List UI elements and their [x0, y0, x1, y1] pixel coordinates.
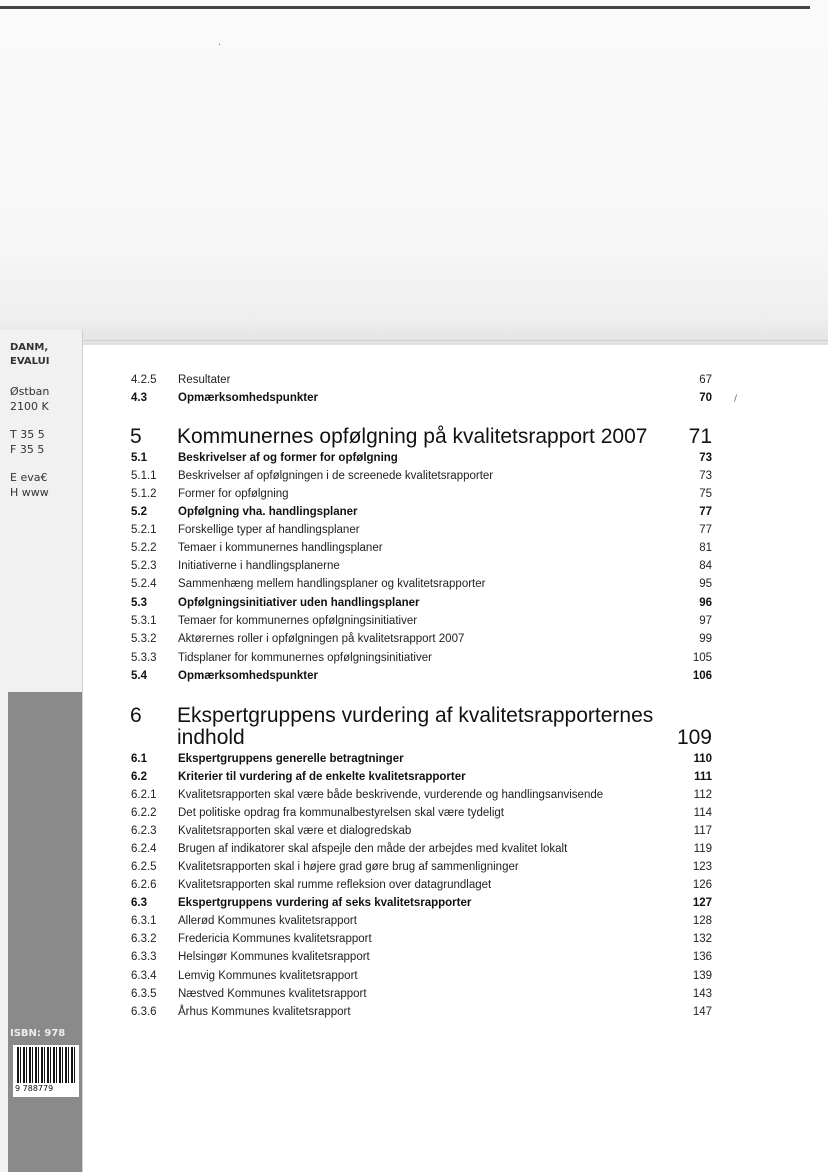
- toc-number: 5.2: [131, 506, 147, 518]
- toc-number: 6.2.6: [131, 879, 157, 891]
- toc-page: 99: [699, 633, 712, 645]
- toc-page: 84: [699, 560, 712, 572]
- toc-title: Næstved Kommunes kvalitetsrapport: [178, 988, 367, 1000]
- toc-number: 6.2.4: [131, 843, 157, 855]
- strip-line: Østban: [10, 385, 50, 398]
- toc-title: Aktørernes roller i opfølgningen på kvalitetsrapport 2007: [178, 633, 465, 645]
- toc-page: 139: [692, 970, 712, 982]
- toc-page: 136: [692, 951, 712, 963]
- scan-mark: ·: [218, 40, 222, 51]
- toc-page: 123: [692, 861, 712, 873]
- toc-page: 111: [694, 771, 712, 783]
- top-rule: [0, 6, 810, 9]
- toc-number: 5.2.2: [131, 542, 157, 554]
- toc-title: Tidsplaner for kommunernes opfølgningsinitiativer: [178, 652, 432, 664]
- toc-entry-5-3: [0, 594, 828, 612]
- strip-line: 2100 K: [10, 400, 49, 413]
- toc-number: 6.3.2: [131, 933, 157, 945]
- toc-title: Sammenhæng mellem handlingsplaner og kvalitetsrapporter: [178, 578, 486, 590]
- toc-entry-6-2-2: [0, 804, 828, 822]
- toc-number: 6.1: [131, 753, 147, 765]
- toc-entry-6-3-2: [0, 930, 828, 948]
- toc-entry-5-2-4: [0, 575, 828, 593]
- toc-page: 77: [699, 506, 712, 518]
- barcode: [13, 1045, 79, 1097]
- toc-entry-5-1-1: [0, 467, 828, 485]
- toc-title: Kvalitetsrapporten skal i højere grad gøre brug af sammenligninger: [178, 861, 519, 873]
- toc-number: 4.3: [131, 392, 147, 404]
- toc-page: 143: [692, 988, 712, 1000]
- toc-entry-6-1: [0, 750, 828, 768]
- chapter-number: 6: [130, 704, 142, 727]
- toc-entry-6-2-1: [0, 786, 828, 804]
- toc-number: 6.2.5: [131, 861, 157, 873]
- toc-number: 5.1.2: [131, 488, 157, 500]
- toc-number: 6.2.3: [131, 825, 157, 837]
- toc-entry-5-3-2: [0, 630, 828, 648]
- toc-entry-6-2-5: [0, 858, 828, 876]
- toc-title: Resultater: [178, 374, 231, 386]
- toc-title: Opfølgningsinitiativer uden handlingsplaner: [178, 597, 420, 609]
- toc-page: 147: [692, 1006, 712, 1018]
- toc-entry-5-3-1: [0, 612, 828, 630]
- toc-page: 132: [692, 933, 712, 945]
- toc-title: Fredericia Kommunes kvalitetsrapport: [178, 933, 372, 945]
- page-edge: [80, 340, 828, 341]
- toc-number: 6.2.1: [131, 789, 157, 801]
- toc-entry-6-3-6: [0, 1003, 828, 1021]
- toc-entry-6-3-4: [0, 967, 828, 985]
- chapter-number: 5: [130, 425, 142, 448]
- toc-title: Opmærksomhedspunkter: [178, 670, 318, 682]
- toc-title: Opmærksomhedspunkter: [178, 392, 318, 404]
- toc-page: 97: [699, 615, 712, 627]
- toc-page: 127: [692, 897, 712, 909]
- toc-page: 73: [699, 470, 712, 482]
- toc-title: Lemvig Kommunes kvalitetsrapport: [178, 970, 358, 982]
- toc-title: Det politiske opdrag fra kommunalbestyrelsen skal være tydeligt: [178, 807, 504, 819]
- toc-entry-5-4: [0, 667, 828, 685]
- toc-title: Kriterier til vurdering af de enkelte kvalitetsrapporter: [178, 771, 466, 783]
- toc-page: 110: [693, 753, 712, 765]
- toc-number: 6.3.5: [131, 988, 157, 1000]
- toc-title: Beskrivelser af opfølgningen i de screenede kvalitetsrapporter: [178, 470, 494, 482]
- toc-entry-5-1-2: [0, 485, 828, 503]
- toc-number: 6.3.4: [131, 970, 157, 982]
- toc-number: 5.3.2: [131, 633, 157, 645]
- toc-page: 67: [699, 374, 712, 386]
- barcode-bars: [17, 1047, 77, 1083]
- strip-line: F 35 5: [10, 443, 45, 456]
- toc-page: 119: [693, 843, 712, 855]
- toc-entry-6-3-1: [0, 912, 828, 930]
- toc-number: 5.2.3: [131, 560, 157, 572]
- toc-title: Former for opfølgning: [178, 488, 289, 500]
- toc-number: 5.2.1: [131, 524, 157, 536]
- toc-entry-6-3-3: [0, 948, 828, 966]
- toc-title: Temaer i kommunernes handlingsplaner: [178, 542, 383, 554]
- strip-line: EVALUI: [10, 356, 50, 367]
- barcode-number: 9 788779: [15, 1084, 54, 1093]
- chapter-page: 109: [676, 726, 712, 749]
- toc-title: Århus Kommunes kvalitetsrapport: [178, 1006, 351, 1018]
- toc-title: Beskrivelser af og former for opfølgning: [178, 452, 398, 464]
- toc-title: Kvalitetsrapporten skal rumme refleksion over datagrundlaget: [178, 879, 492, 891]
- strip-line: DANM,: [10, 342, 49, 353]
- toc-entry-6-2-4: [0, 840, 828, 858]
- scan-mark: /: [734, 394, 738, 404]
- toc-page: 117: [693, 825, 712, 837]
- toc-page: 75: [699, 488, 712, 500]
- toc-entry-5-2-1: [0, 521, 828, 539]
- toc-number: 4.2.5: [131, 374, 157, 386]
- chapter-title-line2: indhold: [177, 726, 245, 749]
- toc-entry-6-3: [0, 894, 828, 912]
- toc-entry-4-2-5: [0, 371, 828, 389]
- chapter-title: Kommunernes opfølgning på kvalitetsrapport 2007: [177, 425, 648, 448]
- toc-page: 96: [699, 597, 712, 609]
- toc-number: 6.3.3: [131, 951, 157, 963]
- toc-page: 128: [692, 915, 712, 927]
- toc-entry-5-2: [0, 503, 828, 521]
- toc-number: 5.3: [131, 597, 147, 609]
- toc-title: Forskellige typer af handlingsplaner: [178, 524, 360, 536]
- isbn-label: ISBN: 978: [10, 1028, 66, 1039]
- toc-entry-5-2-3: [0, 557, 828, 575]
- toc-entry-5-1: [0, 449, 828, 467]
- strip-line: T 35 5: [10, 428, 45, 441]
- toc-entry-6-3-5: [0, 985, 828, 1003]
- toc-number: 5.4: [131, 670, 147, 682]
- toc-title: Kvalitetsrapporten skal være både beskrivende, vurderende og handlingsanvisende: [178, 789, 604, 801]
- toc-title: Initiativerne i handlingsplanerne: [178, 560, 340, 572]
- chapter-title-line1: Ekspertgruppens vurdering af kvalitetsrapporternes: [177, 704, 654, 727]
- toc-title: Ekspertgruppens vurdering af seks kvalitetsrapporter: [178, 897, 472, 909]
- toc-number: 5.3.1: [131, 615, 157, 627]
- strip-line: E eva€: [10, 471, 48, 484]
- toc-title: Kvalitetsrapporten skal være et dialogredskab: [178, 825, 412, 837]
- toc-number: 5.3.3: [131, 652, 157, 664]
- toc-title: Allerød Kommunes kvalitetsrapport: [178, 915, 357, 927]
- toc-number: 5.1: [131, 452, 147, 464]
- toc-title: Opfølgning vha. handlingsplaner: [178, 506, 358, 518]
- toc-title: Temaer for kommunernes opfølgningsinitiativer: [178, 615, 418, 627]
- toc-title: Ekspertgruppens generelle betragtninger: [178, 753, 404, 765]
- toc-number: 5.2.4: [131, 578, 157, 590]
- toc-entry-6-2: [0, 768, 828, 786]
- toc-page: 105: [692, 652, 712, 664]
- toc-entry-5-2-2: [0, 539, 828, 557]
- toc-page: 73: [699, 452, 712, 464]
- scan-background-top: [0, 0, 828, 345]
- toc-number: 6.3.1: [131, 915, 157, 927]
- chapter-page: 71: [688, 425, 712, 448]
- toc-number: 6.3.6: [131, 1006, 157, 1018]
- toc-number: 6.3: [131, 897, 147, 909]
- toc-entry-6-2-6: [0, 876, 828, 894]
- toc-number: 6.2.2: [131, 807, 157, 819]
- toc-page: 114: [693, 807, 712, 819]
- toc-page: 95: [699, 578, 712, 590]
- toc-page: 126: [692, 879, 712, 891]
- toc-entry-6-2-3: [0, 822, 828, 840]
- strip-line: H www: [10, 486, 49, 499]
- toc-page: 70: [699, 392, 712, 404]
- toc-page: 106: [692, 670, 712, 682]
- toc-number: 5.1.1: [131, 470, 157, 482]
- toc-title: Helsingør Kommunes kvalitetsrapport: [178, 951, 370, 963]
- toc-entry-4-3: [0, 389, 828, 407]
- toc-page: 77: [699, 524, 712, 536]
- toc-number: 6.2: [131, 771, 147, 783]
- toc-entry-5-3-3: [0, 649, 828, 667]
- toc-page: 81: [699, 542, 712, 554]
- toc-title: Brugen af indikatorer skal afspejle den måde der arbejdes med kvalitet lokalt: [178, 843, 568, 855]
- toc-page: 112: [693, 789, 712, 801]
